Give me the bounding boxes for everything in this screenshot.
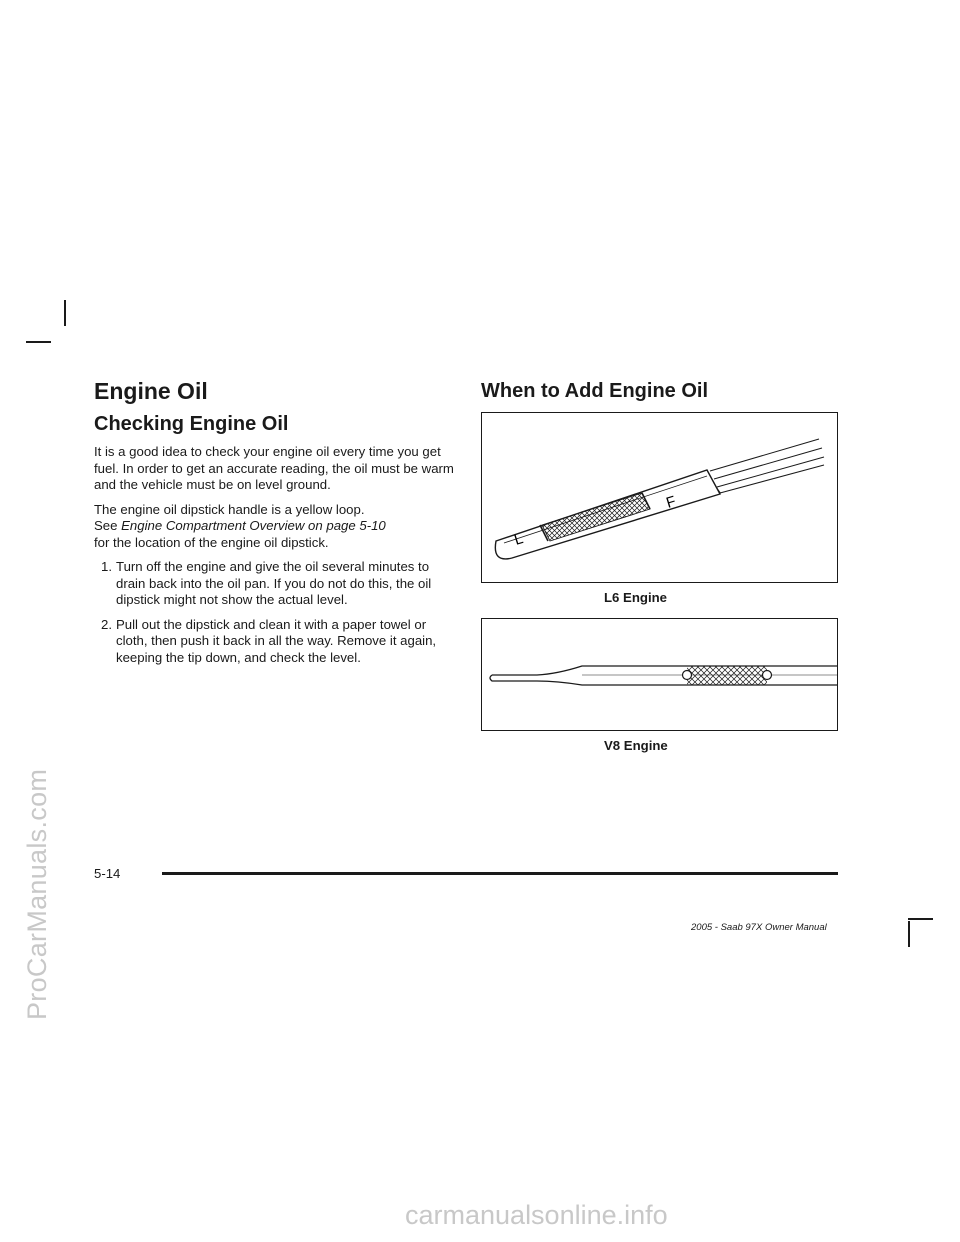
- low-mark-label: L: [512, 530, 526, 549]
- section-title-when-to-add: When to Add Engine Oil: [481, 380, 709, 402]
- cross-reference-link[interactable]: Engine Compartment Overview on page 5-10: [121, 518, 386, 533]
- steps-list: [94, 559, 456, 666]
- full-mark-label: F: [664, 492, 678, 512]
- section-title-engine-oil: Engine Oil: [94, 378, 208, 404]
- location-text: for the location of the engine oil dipstick.: [94, 534, 329, 550]
- subsection-title-checking-oil: Checking Engine Oil: [94, 413, 289, 435]
- page-number: 5-14: [94, 866, 121, 881]
- l6-dipstick-illustration: [482, 413, 837, 582]
- left-column-text: [94, 444, 456, 674]
- crop-mark: [26, 341, 51, 343]
- manual-title: 2005 - Saab 97X Owner Manual: [691, 922, 827, 933]
- step-number: 1.: [101, 559, 112, 574]
- list-item: [94, 559, 456, 609]
- site-watermark: carmanualsonline.info: [405, 1200, 668, 1230]
- v8-dipstick-illustration: [482, 619, 837, 730]
- paragraph-intro: It is a good idea to check your engine oil every time you get fuel. In order to get an accurate reading, the oil must be warm and the vehicle must be on level ground.: [94, 444, 454, 492]
- step-text: Pull out the dipstick and clean it with a paper towel or cloth, then push it back in all the way. Remove it again, keeping the tip down, and check the level.: [116, 616, 437, 665]
- footer-rule: [162, 872, 838, 875]
- caption-l6-engine: L6 Engine: [604, 590, 668, 605]
- crop-mark: [64, 300, 66, 326]
- see-text: See: [94, 518, 118, 533]
- step-number: 2.: [101, 616, 112, 632]
- caption-v8-engine: V8 Engine: [604, 738, 668, 753]
- step-text: Turn off the engine and give the oil several minutes to drain back into the oil pan. If you do not do this, the oil dipstick might not show the actual level.: [116, 559, 432, 607]
- paragraph-dipstick-location: [94, 502, 456, 552]
- dipstick-handle-text: The engine oil dipstick handle is a yellow loop.: [94, 501, 365, 517]
- crop-mark: [908, 921, 910, 947]
- list-item: [94, 617, 456, 667]
- crop-mark: [908, 918, 933, 920]
- figure-v8-dipstick: [481, 618, 838, 731]
- side-watermark: ProCarManuals.com: [22, 768, 52, 1020]
- figure-l6-dipstick: [481, 412, 838, 583]
